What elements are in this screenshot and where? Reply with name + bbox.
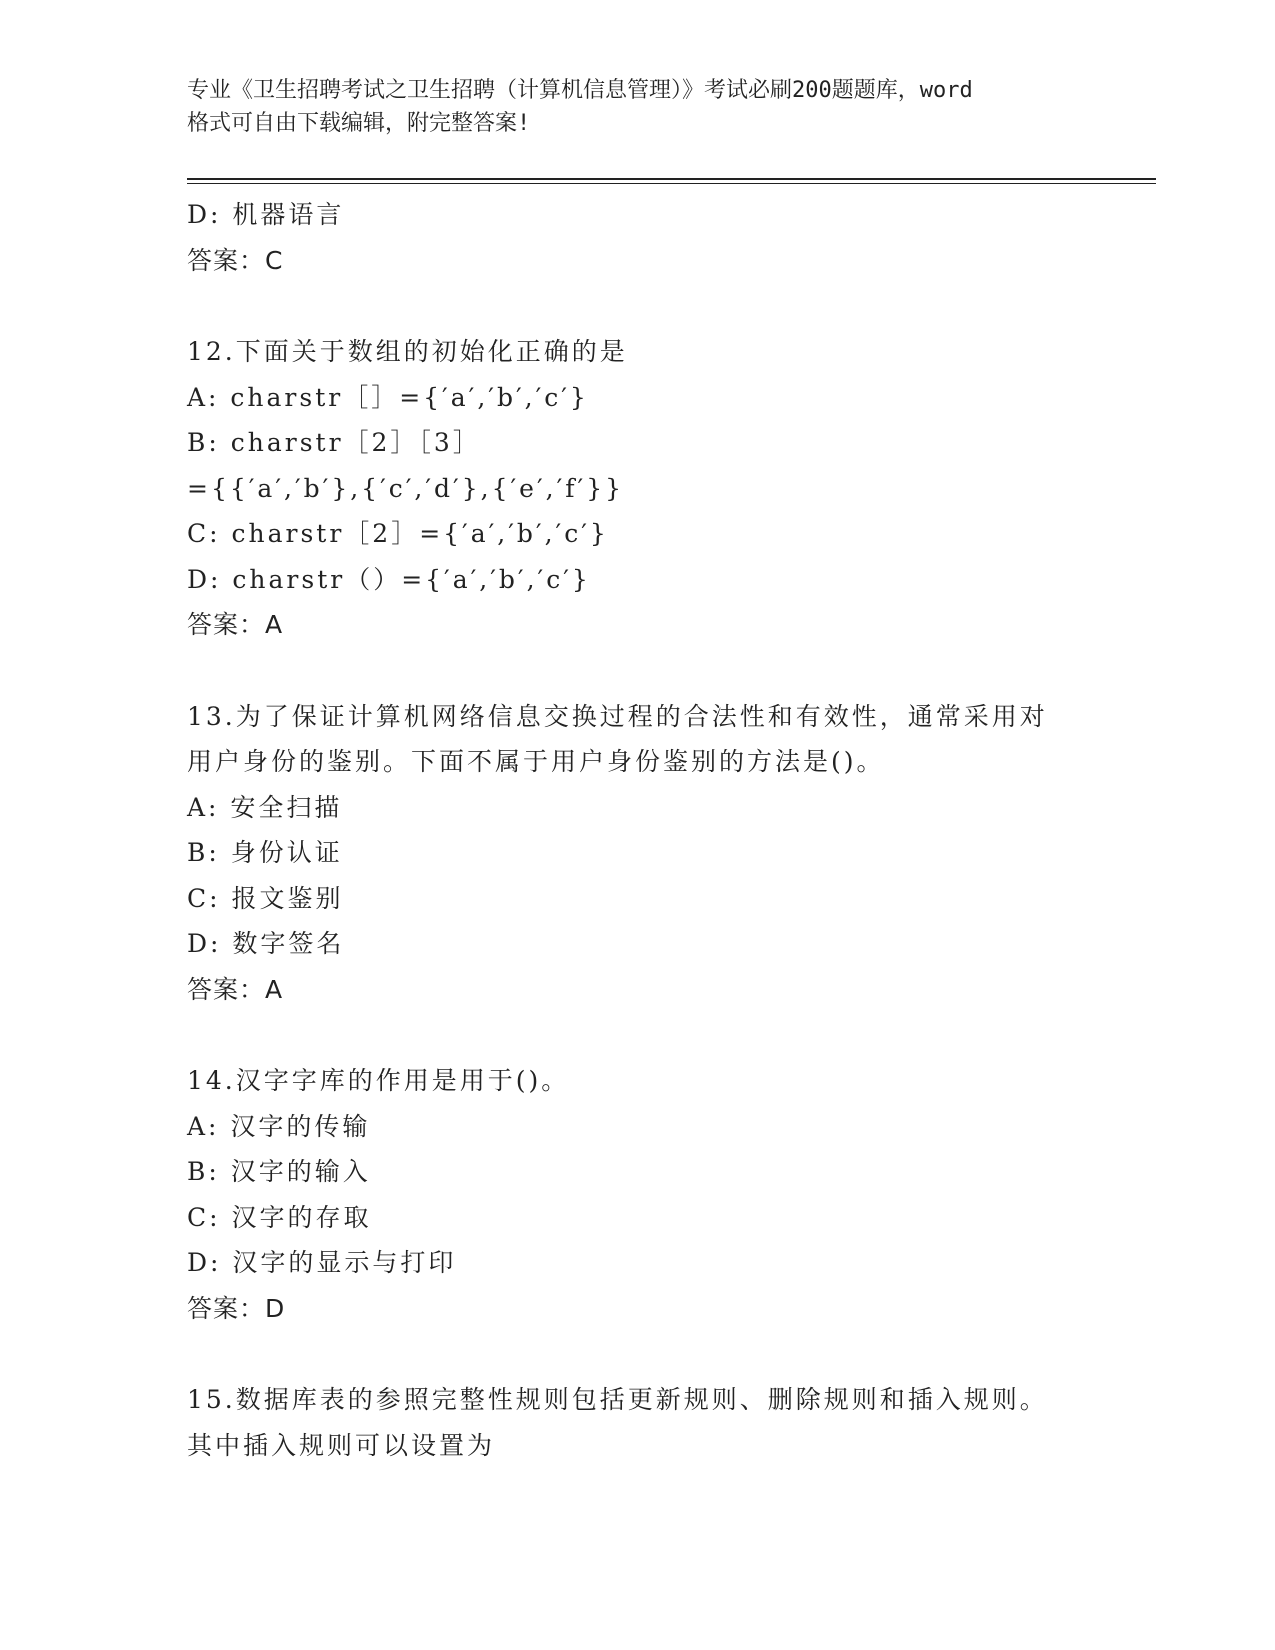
answer-label: 答案：C bbox=[187, 245, 284, 275]
option-c: C: charstr［2］={′a′,′b′,′c′} bbox=[187, 519, 609, 548]
option-d: D: 数字签名 bbox=[187, 929, 345, 958]
question-stem: 15.数据库表的参照完整性规则包括更新规则、删除规则和插入规则。 bbox=[187, 1385, 1048, 1414]
question-stem: 13.为了保证计算机网络信息交换过程的合法性和有效性，通常采用对 bbox=[187, 701, 1048, 731]
spacer bbox=[187, 648, 1087, 694]
spacer bbox=[187, 283, 1087, 329]
option-d: D: 汉字的显示与打印 bbox=[187, 1248, 457, 1277]
spacer bbox=[187, 1331, 1087, 1377]
question-list bbox=[187, 192, 1087, 1468]
header-divider-thick bbox=[187, 178, 1156, 180]
option-b-continued: ={{′a′,′b′},{′c′,′d′},{′e′,′f′}} bbox=[187, 473, 625, 503]
option-d: D: charstr（）={′a′,′b′,′c′} bbox=[187, 564, 591, 594]
header-divider-thin bbox=[187, 183, 1156, 184]
question-13 bbox=[187, 694, 1087, 1013]
question-15 bbox=[187, 1377, 1087, 1468]
question-14 bbox=[187, 1058, 1087, 1331]
answer-label: 答案：A bbox=[187, 974, 284, 1004]
question-12 bbox=[187, 329, 1087, 648]
option-a: A: 安全扫描 bbox=[187, 792, 343, 822]
option-d: D: 机器语言 bbox=[187, 200, 345, 229]
question-stem: 14.汉字字库的作用是用于()。 bbox=[187, 1066, 570, 1095]
option-b: B: charstr［2］［3］ bbox=[187, 428, 481, 457]
spacer bbox=[187, 1012, 1087, 1058]
question-stem-continued: 其中插入规则可以设置为 bbox=[187, 1430, 496, 1460]
option-c: C: 报文鉴别 bbox=[187, 883, 344, 913]
question-stem: 12.下面关于数组的初始化正确的是 bbox=[187, 337, 628, 366]
answer-label: 答案：A bbox=[187, 610, 284, 639]
document-header bbox=[187, 74, 1087, 140]
answer-label: 答案：D bbox=[187, 1293, 286, 1323]
option-c: C: 汉字的存取 bbox=[187, 1202, 372, 1232]
option-a: A: 汉字的传输 bbox=[187, 1111, 371, 1141]
question-stem-continued: 用户身份的鉴别。下面不属于用户身份鉴别的方法是()。 bbox=[187, 747, 885, 776]
option-b: B: 汉字的输入 bbox=[187, 1157, 371, 1186]
header-title-line-1: 专业《卫生招聘考试之卫生招聘（计算机信息管理）》考试必刷200题题库，word bbox=[187, 78, 973, 103]
option-b: B: 身份认证 bbox=[187, 838, 343, 867]
option-a: A: charstr［］={′a′,′b′,′c′} bbox=[187, 382, 589, 412]
question-11-tail bbox=[187, 192, 1087, 283]
header-title-line-2: 格式可自由下载编辑，附完整答案! bbox=[187, 111, 531, 136]
